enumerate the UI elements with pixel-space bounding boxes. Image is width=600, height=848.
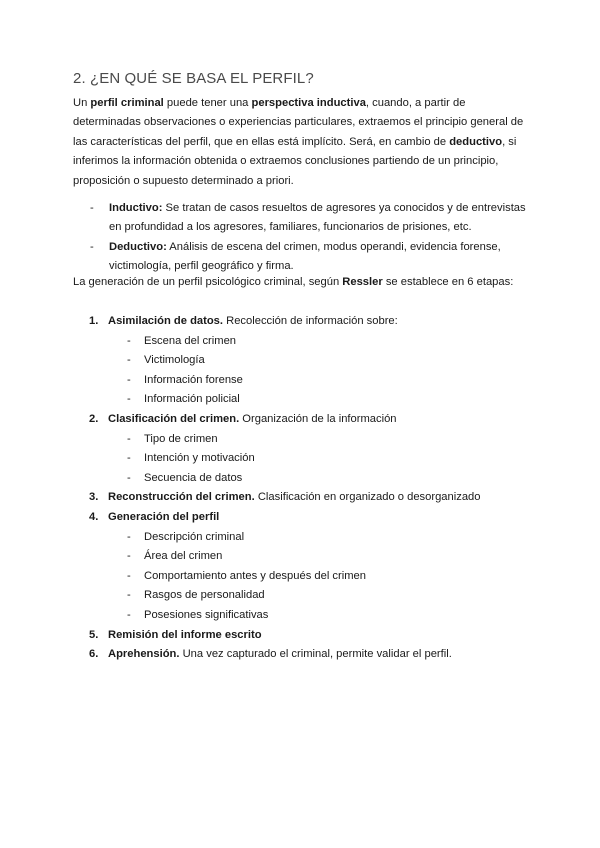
term-description: Análisis de escena del crimen, modus operandi, evidencia forense, victimología, perfil geográfico y firma. <box>109 240 501 273</box>
sub-item-label: Tipo de crimen <box>144 432 218 445</box>
intro-paragraph <box>73 94 533 191</box>
dash-marker: - <box>127 589 131 602</box>
stage-number: 1. <box>89 315 99 327</box>
stage-sublist <box>108 528 533 626</box>
term-description: Se tratan de casos resueltos de agresores ya conocidos y de entrevistas en profundidad a los agresores, familiares, funcionarios de prisiones, etc. <box>109 202 526 234</box>
sub-item <box>108 606 533 626</box>
dash-marker: - <box>127 569 131 582</box>
sub-item-label: Información policial <box>144 393 240 406</box>
dash-marker: - <box>127 550 131 563</box>
stage-item <box>73 312 533 410</box>
stages-intro-text-1: La generación de un perfil psicológico criminal, según <box>73 276 343 288</box>
sub-item <box>108 449 533 469</box>
sub-item-label: Secuencia de datos <box>144 471 243 484</box>
stage-sublist <box>108 430 533 489</box>
stage-title: Generación del perfil <box>108 510 220 523</box>
dash-marker: - <box>127 432 131 445</box>
sub-item-label: Comportamiento antes y después del crimen <box>144 569 366 582</box>
dash-marker: - <box>127 608 131 621</box>
stages-intro-text-2: se establece en 6 etapas: <box>382 276 514 288</box>
stage-number: 2. <box>89 412 99 425</box>
intro-text-2: puede tener una <box>163 97 252 109</box>
dash-marker: - <box>127 393 131 406</box>
sub-item-label: Descripción criminal <box>144 530 245 543</box>
stage-title: Reconstrucción del crimen. <box>108 491 255 504</box>
sub-item <box>108 371 533 391</box>
intro-text-1: Un <box>73 97 91 109</box>
stage-title: Remisión del informe escrito <box>108 628 262 641</box>
sub-item <box>108 586 533 606</box>
stages-list <box>73 312 533 665</box>
sub-item-label: Intención y motivación <box>144 452 255 465</box>
sub-item <box>108 528 533 548</box>
term-deductivo: Deductivo: <box>109 240 167 253</box>
stage-sublist <box>108 332 533 410</box>
stages-intro-paragraph <box>73 273 533 292</box>
dash-marker: - <box>127 354 131 367</box>
dash-marker: - <box>127 373 131 386</box>
sub-item <box>108 547 533 567</box>
sub-item <box>108 332 533 352</box>
sub-item-label: Victimología <box>144 354 205 367</box>
sub-item <box>108 567 533 587</box>
list-item <box>73 199 533 238</box>
sub-item-label: Posesiones significativas <box>144 608 269 621</box>
list-item <box>73 238 533 277</box>
dash-marker: - <box>127 452 131 465</box>
sub-item <box>108 469 533 489</box>
term-inductivo: Inductivo: <box>109 202 163 214</box>
stage-title: Aprehensión. <box>108 648 180 661</box>
stage-number: 6. <box>89 648 99 661</box>
stage-item <box>73 508 533 626</box>
intro-bold-perfil-criminal: perfil criminal <box>90 97 164 109</box>
stage-description: Organización de la información <box>239 412 397 425</box>
sub-item <box>108 390 533 410</box>
stage-description: Una vez capturado el criminal, permite validar el perfil. <box>179 648 452 661</box>
dash-marker: - <box>90 240 94 253</box>
stage-number: 4. <box>89 510 99 523</box>
intro-text-4: , si inferimos la información obtenida o extraemos conclusiones partiendo de un principio, proposición o supuesto determinado a priori. <box>73 135 517 187</box>
stage-number: 3. <box>89 491 99 504</box>
dash-marker: - <box>127 471 131 484</box>
dash-marker: - <box>127 530 131 543</box>
stage-description: Clasificación en organizado o desorganizado <box>254 491 481 504</box>
perspectives-list <box>73 199 533 277</box>
intro-bold-deductivo: deductivo <box>449 135 503 148</box>
intro-bold-perspectiva-inductiva: perspectiva inductiva <box>251 97 366 109</box>
dash-marker: - <box>90 202 94 214</box>
sub-item <box>108 351 533 371</box>
sub-item-label: Rasgos de personalidad <box>144 589 265 602</box>
stage-item <box>73 410 533 488</box>
stage-item <box>73 626 533 646</box>
stage-item <box>73 488 533 508</box>
stage-title: Asimilación de datos. <box>108 315 224 327</box>
section-heading: 2. ¿EN QUÉ SE BASA EL PERFIL? <box>73 70 314 87</box>
stage-number: 5. <box>89 628 99 641</box>
sub-item-label: Información forense <box>144 373 243 386</box>
sub-item <box>108 430 533 450</box>
stage-title: Clasificación del crimen. <box>108 412 240 425</box>
dash-marker: - <box>127 334 131 347</box>
stage-description: Recolección de información sobre: <box>223 315 398 327</box>
sub-item-label: Área del crimen <box>144 550 223 563</box>
stages-intro-bold-ressler: Ressler <box>342 276 383 288</box>
sub-item-label: Escena del crimen <box>144 334 237 347</box>
stage-item <box>73 645 533 665</box>
intro-text-3: , cuando, a partir de determinadas observaciones o experiencias particulares, extraemos el principio general de las características del perfil, que en ellas está implícito. Será, en cambio de <box>73 97 524 148</box>
